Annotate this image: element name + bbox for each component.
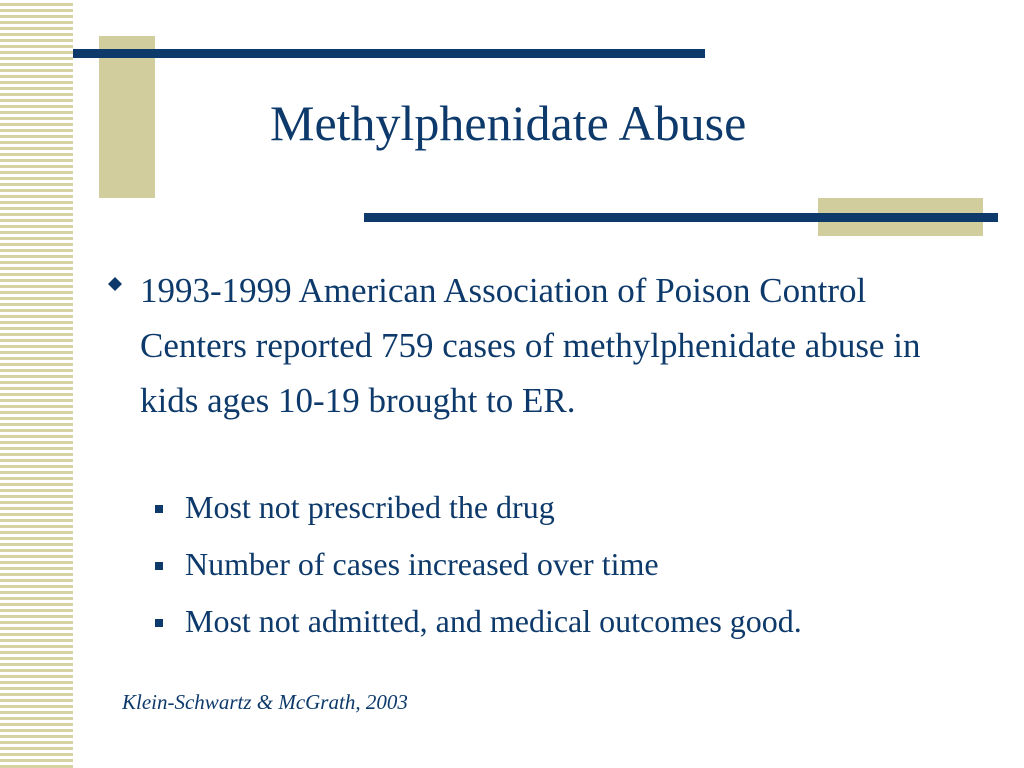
sub-bullet-text: Most not prescribed the drug xyxy=(185,489,555,525)
square-bullet-icon xyxy=(155,505,163,513)
slide-title: Methylphenidate Abuse xyxy=(270,95,747,151)
title-underline-rule xyxy=(364,213,998,222)
sub-bullet-list xyxy=(155,487,975,658)
sub-bullet-text: Most not admitted, and medical outcomes good. xyxy=(185,603,802,639)
citation-text: Klein-Schwartz & McGrath, 2003 xyxy=(122,690,408,714)
sub-bullet-item xyxy=(155,544,975,601)
diamond-bullet-icon xyxy=(108,277,122,291)
tan-block-decoration-top xyxy=(99,36,155,198)
main-bullet-text: 1993-1999 American Association of Poison Control Centers reported 759 cases of methylphenidate abuse in kids ages 10-19 brought to ER. xyxy=(140,271,921,420)
sub-bullet-text: Number of cases increased over time xyxy=(185,546,659,582)
left-stripe-decoration xyxy=(0,0,73,768)
top-rule-line xyxy=(73,49,705,58)
sub-bullet-item xyxy=(155,601,975,658)
square-bullet-icon xyxy=(155,562,163,570)
square-bullet-icon xyxy=(155,619,163,627)
sub-bullet-item xyxy=(155,487,975,544)
